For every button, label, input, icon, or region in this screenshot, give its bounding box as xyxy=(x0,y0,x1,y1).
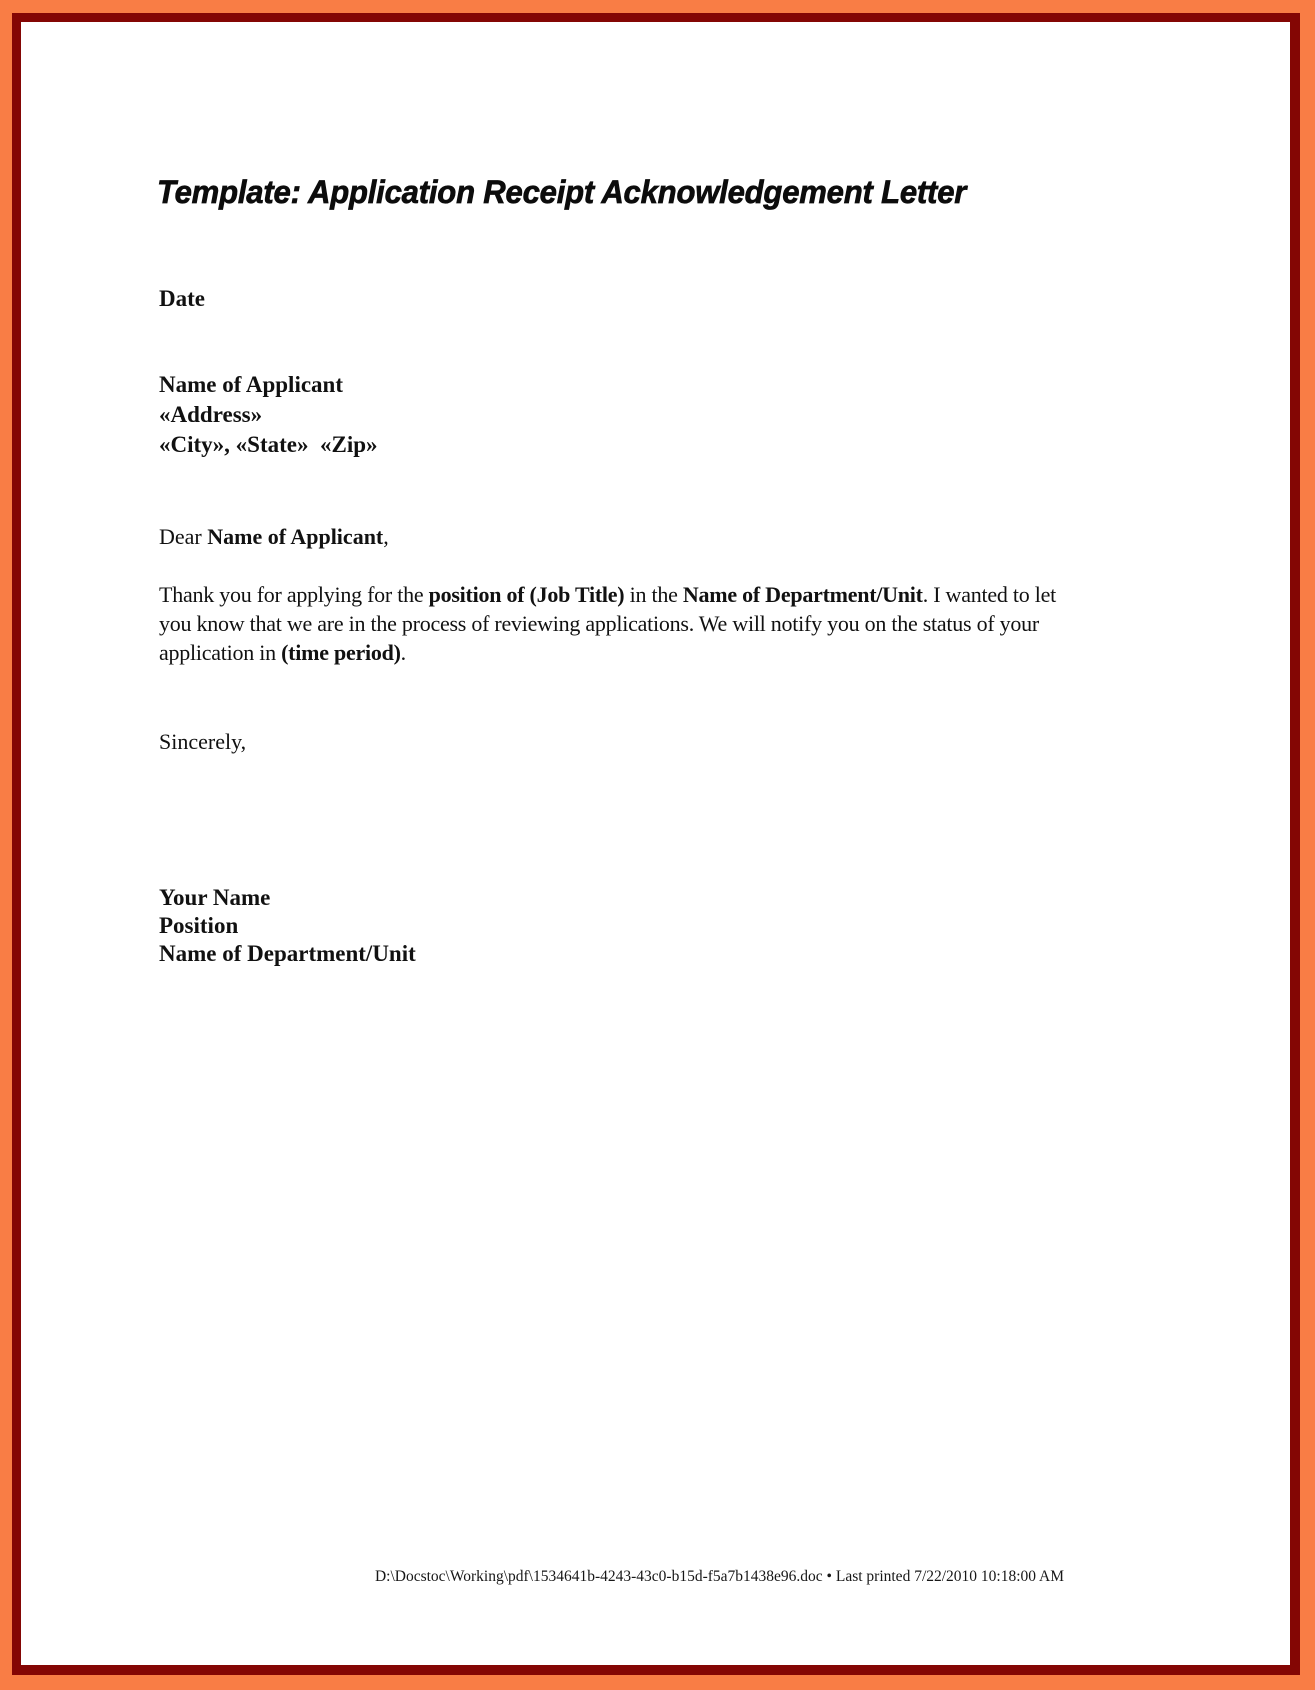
recipient-city-state-zip-line: «City», «State» «Zip» xyxy=(159,432,378,457)
recipient-name-line: Name of Applicant xyxy=(159,372,343,397)
recipient-address-line: «Address» xyxy=(159,402,263,427)
letter-page xyxy=(21,22,1290,1665)
letter-title: Template: Application Receipt Acknowledgement Letter xyxy=(157,174,967,210)
closing-line: Sincerely, xyxy=(159,729,247,754)
signature-name-line: Your Name xyxy=(159,885,271,910)
body-paragraph: Thank you for applying for the position of (Job Title) in the Name of Department/Unit. I wanted to let you know that we are in the process of reviewing applications. We will notify you on the status of your application in (time period). xyxy=(159,582,1056,665)
salutation-line: Dear Name of Applicant, xyxy=(159,524,389,549)
date-line: Date xyxy=(159,286,205,311)
signature-block xyxy=(159,884,416,968)
inner-maroon-border xyxy=(12,13,1300,1675)
signature-position-line: Position xyxy=(159,913,239,938)
footer-line: D:\Docstoc\Working\pdf\1534641b-4243-43c0-b15d-f5a7b1438e96.doc • Last printed 7/22/2010 10:18:00 AM xyxy=(374,1568,1065,1585)
signature-department-line: Name of Department/Unit xyxy=(159,941,416,966)
recipient-block xyxy=(159,370,378,460)
